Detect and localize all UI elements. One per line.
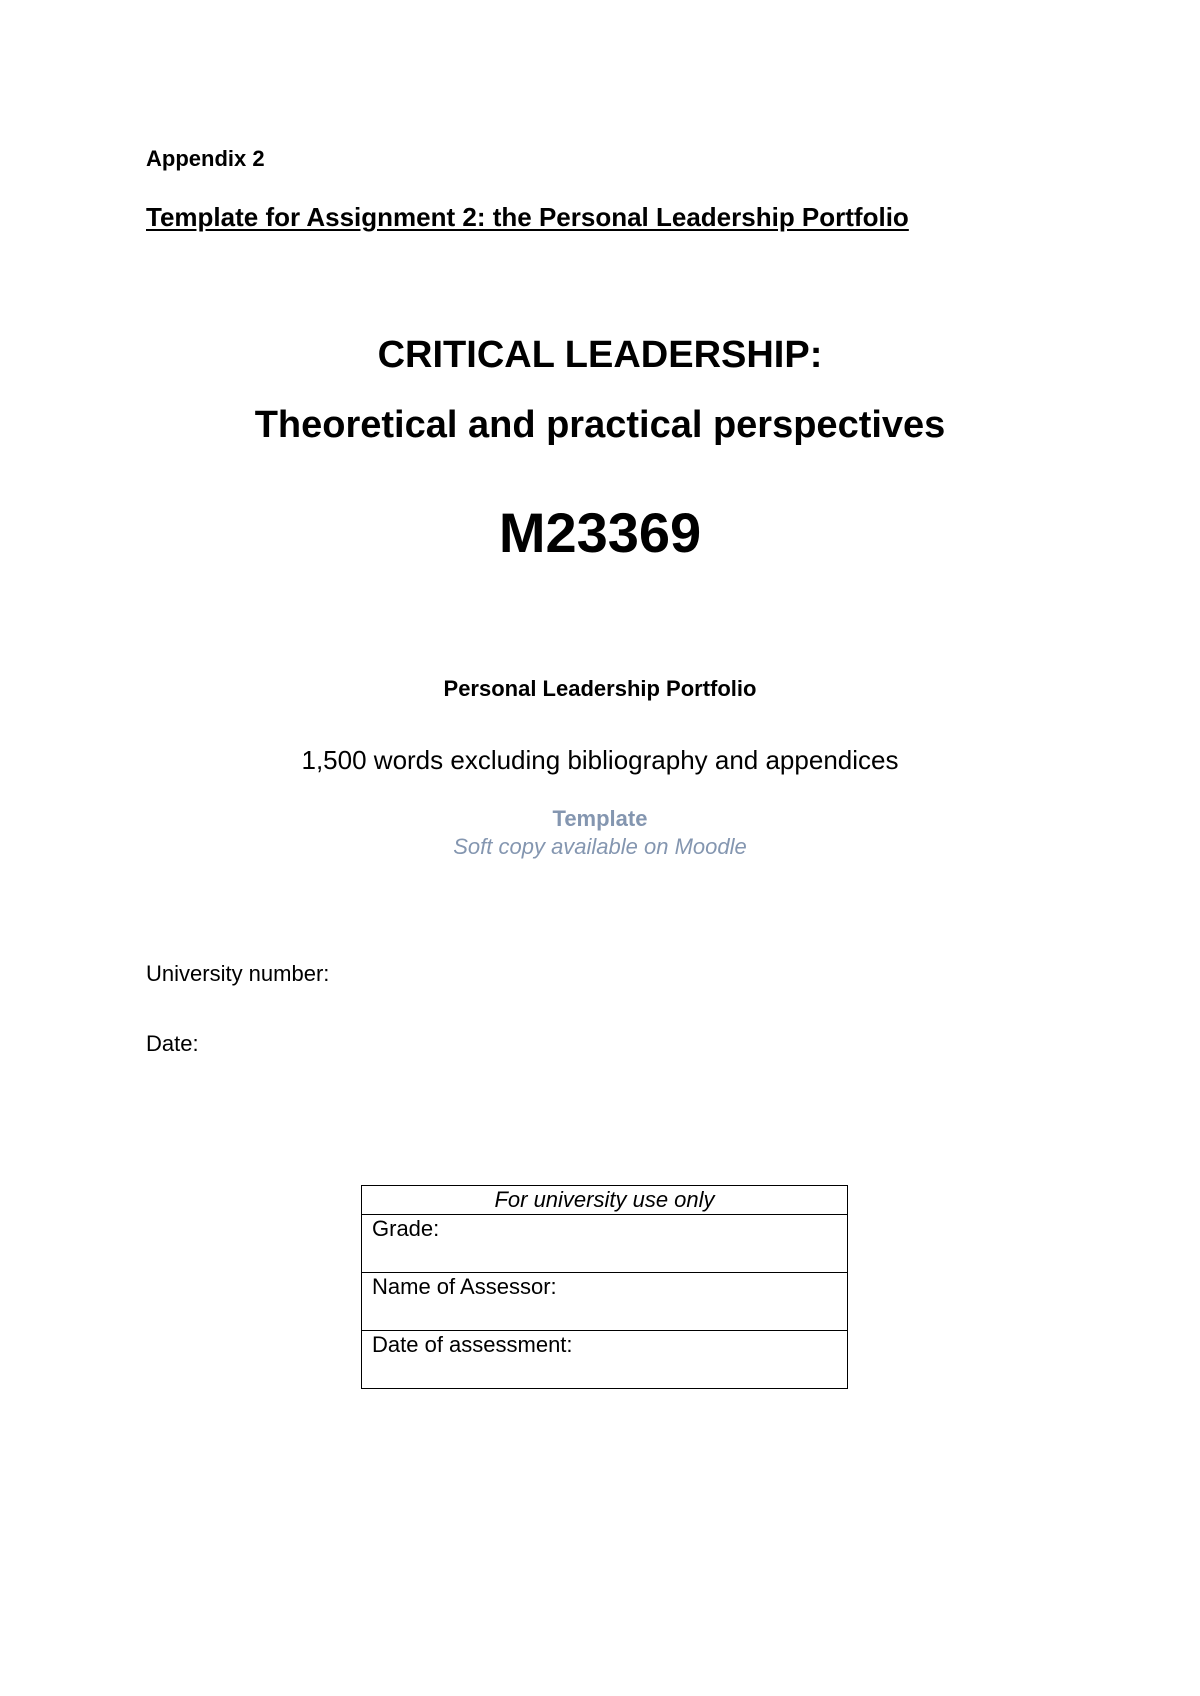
- portfolio-title: Personal Leadership Portfolio: [443, 676, 757, 701]
- module-title: CRITICAL LEADERSHIP:: [377, 334, 823, 376]
- university-use-table: [361, 1185, 848, 1389]
- table-row: [362, 1273, 848, 1331]
- word-count: 1,500 words excluding bibliography and appendices: [301, 745, 899, 775]
- table-header-cell: For university use only: [362, 1186, 848, 1215]
- module-code: M23369: [498, 501, 702, 564]
- module-subtitle: Theoretical and practical perspectives: [254, 404, 946, 446]
- table-row: [362, 1215, 848, 1273]
- university-number-label: University number:: [146, 961, 330, 986]
- table-row: [362, 1331, 848, 1389]
- date-label: Date:: [146, 1031, 199, 1056]
- assessment-date-cell: Date of assessment:: [362, 1331, 848, 1389]
- grade-cell: Grade:: [362, 1215, 848, 1273]
- template-note: Soft copy available on Moodle: [453, 834, 747, 859]
- appendix-label: Appendix 2: [146, 146, 265, 171]
- assessor-name-cell: Name of Assessor:: [362, 1273, 848, 1331]
- template-label: Template: [552, 806, 648, 831]
- assignment-title: Template for Assignment 2: the Personal Leadership Portfolio: [146, 202, 909, 232]
- table-header-row: [362, 1186, 848, 1215]
